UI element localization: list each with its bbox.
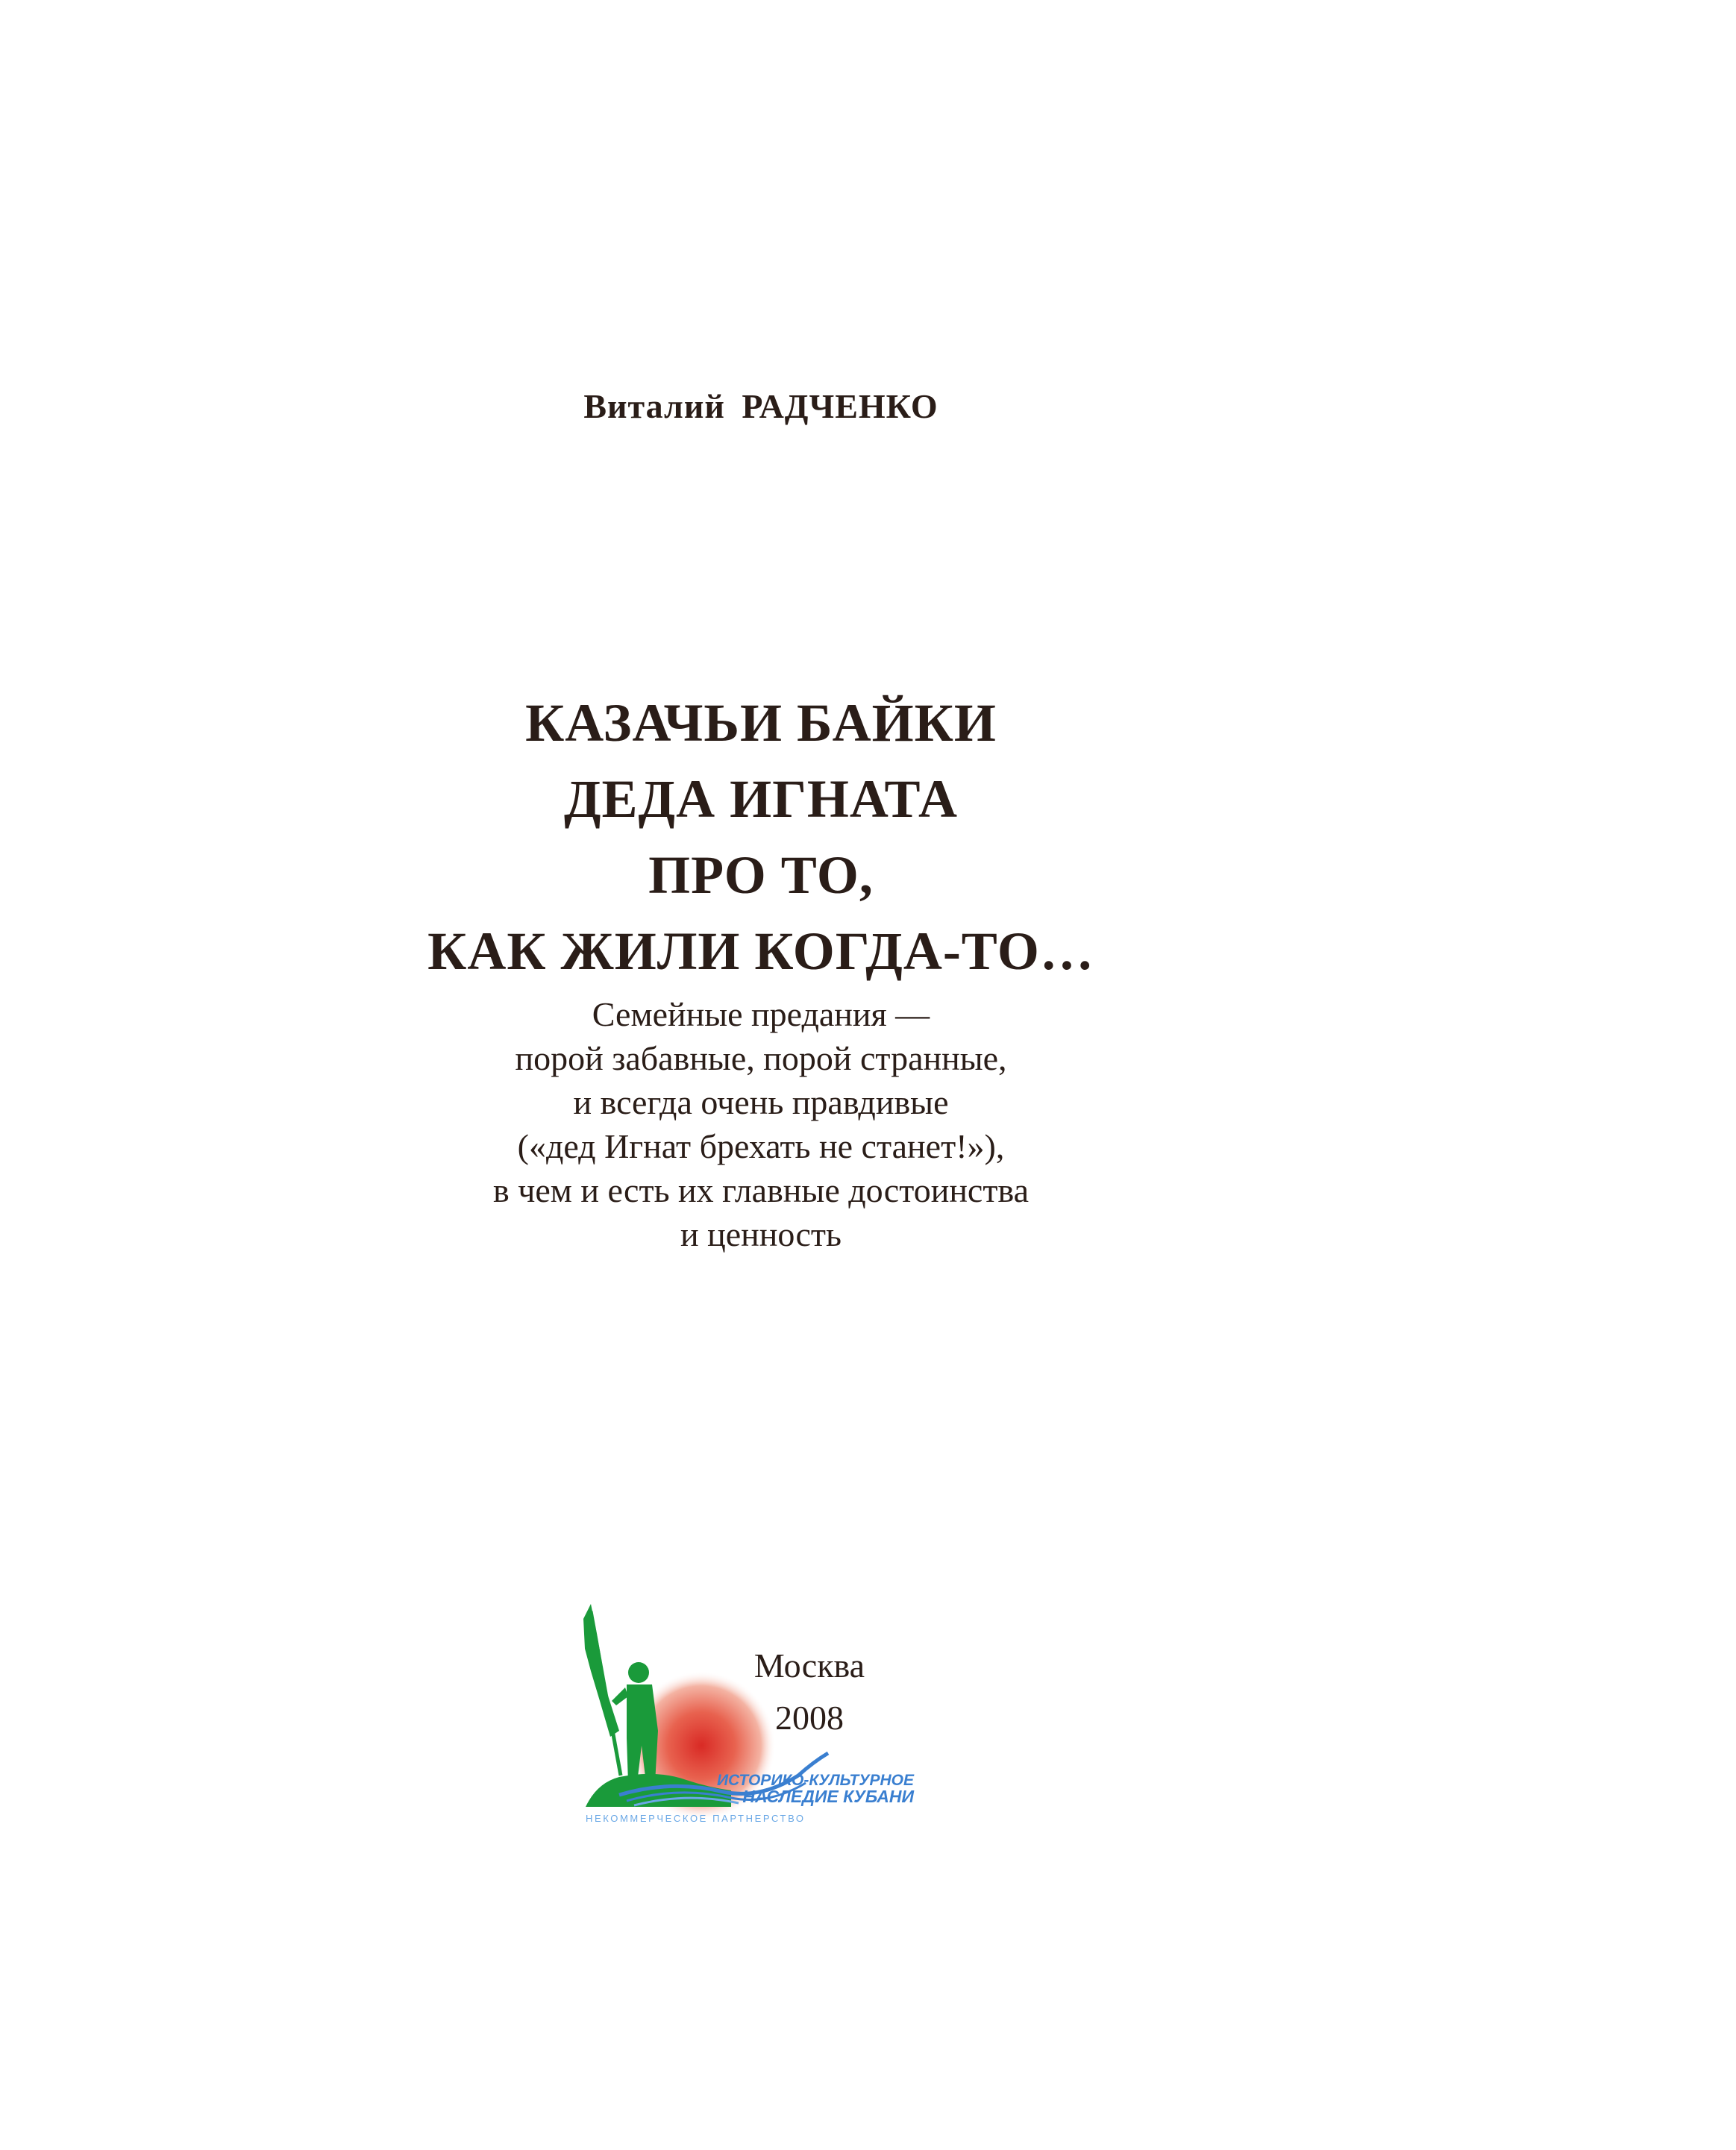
publication-city: Москва [753,1646,865,1684]
subtitle-line: порой забавные, порой странные, [515,1039,1007,1077]
title-line: КАК ЖИЛИ КОГДА-ТО… [427,921,1094,981]
logo-org-type: НЕКОММЕРЧЕСКОЕ ПАРТНЕРСТВО [586,1813,806,1824]
title-line: ПРО ТО, [648,845,874,905]
subtitle-line: Семейные предания — [592,995,930,1033]
author-surname: РАДЧЕНКО [742,387,938,425]
logo-name-line1: ИСТОРИКО-КУЛЬТУРНОЕ [716,1772,914,1789]
subtitle-line: в чем и есть их главные достоинства [493,1171,1029,1209]
subtitle-line: и всегда очень правдивые [573,1083,949,1121]
title-line: КАЗАЧЬИ БАЙКИ [525,693,997,753]
book-title [0,685,1522,989]
subtitle-line: («дед Игнат брехать не станет!»), [517,1127,1005,1165]
title-line: ДЕДА ИГНАТА [563,769,958,829]
book-subtitle [0,992,1522,1256]
author-name [0,386,1522,426]
imprint [686,1640,933,1744]
author-first-name: Виталий [583,387,725,425]
publication-year: 2008 [775,1699,844,1737]
subtitle-line: и ценность [680,1215,842,1253]
logo-name-line2: НАСЛЕДИЕ КУБАНИ [742,1787,914,1806]
logo-name-banner [717,1772,915,1806]
